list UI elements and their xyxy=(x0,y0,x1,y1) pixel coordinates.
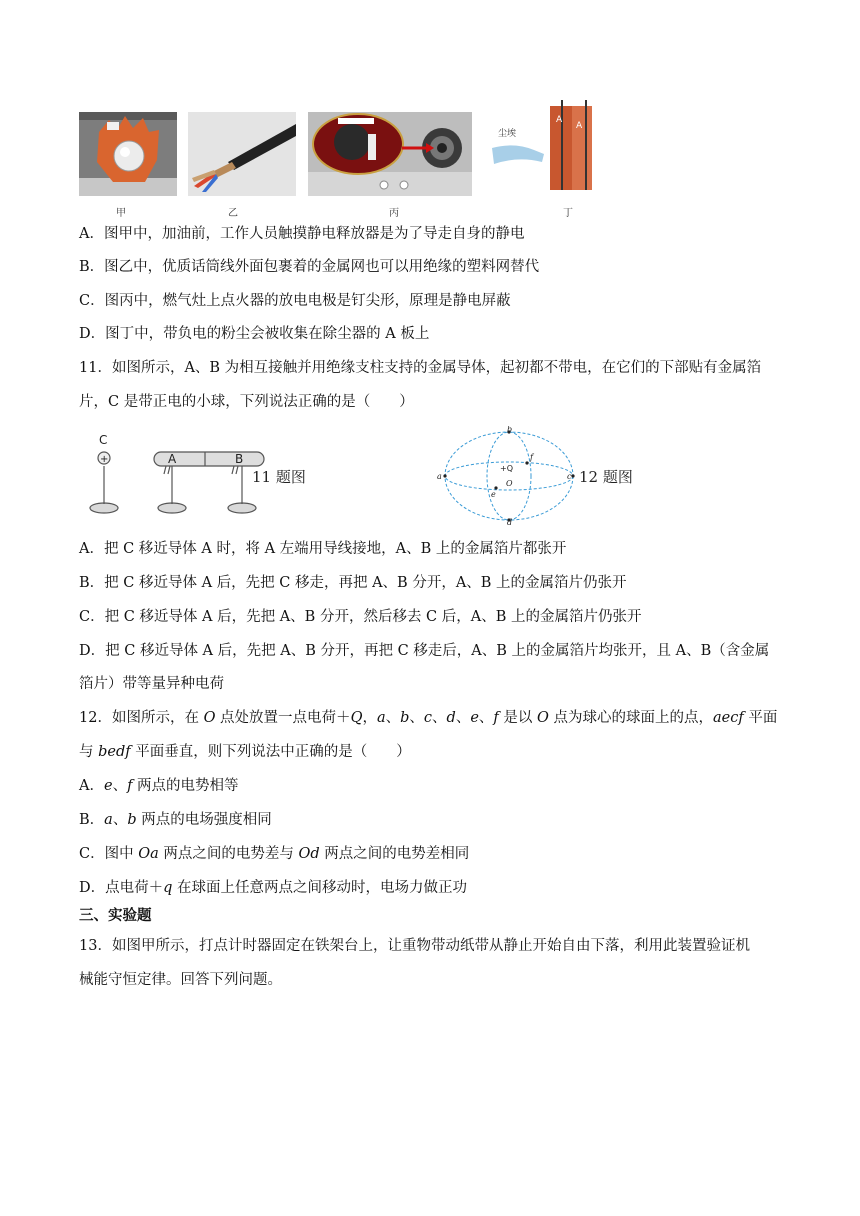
q13-stem-line1: 13．如图甲所示，打点计时器固定在铁架台上，让重物带动纸带从静止开始自由下落，利用此装置验证机 xyxy=(79,938,750,954)
q12-option-c: C．图中 Oa 两点之间的电势差与 Od 两点之间的电势差相同 xyxy=(79,846,470,862)
q12-label-e: e xyxy=(491,490,496,499)
plate-a-label: A xyxy=(556,115,563,125)
plate-b-label: A xyxy=(576,121,583,131)
q12-label-d: d xyxy=(507,518,513,526)
q10-option-c: C．图丙中，燃气灶上点火器的放电电极是钉尖形，原理是静电屏蔽 xyxy=(79,293,511,309)
caption-jia: 甲 xyxy=(116,208,126,219)
figure-yi xyxy=(188,112,296,196)
q13-stem-line2: 械能守恒定律。回答下列问题。 xyxy=(79,972,282,988)
figure-jia xyxy=(79,112,177,196)
q10-option-b: B．图乙中，优质话筒线外面包裹着的金属网也可以用绝缘的塑料网替代 xyxy=(79,259,540,275)
q11-label-c: C xyxy=(99,433,108,447)
caption-ding: 丁 xyxy=(563,208,573,219)
q11-option-d-cont: 箔片）带等量异种电荷 xyxy=(79,676,224,692)
dust-label: 尘埃 xyxy=(498,129,517,139)
caption-yi: 乙 xyxy=(228,208,238,219)
figure-ding xyxy=(484,98,604,198)
q11-option-d: D．把 C 移近导体 A 后，先把 A、B 分开，再把 C 移走后，A、B 上的金属箔片均张开，且 A、B（含金属 xyxy=(79,643,770,659)
q12-label-q: +Q xyxy=(500,464,513,473)
q11-label-b: B xyxy=(235,452,244,466)
q12-label-o: O xyxy=(506,479,513,488)
q11-label-plus: + xyxy=(100,454,109,465)
q11-option-b: B．把 C 移近导体 A 后，先把 C 移走，再把 A、B 分开，A、B 上的金属箔片仍张开 xyxy=(79,575,627,591)
q12-label-f: f xyxy=(530,453,533,462)
section-heading: 三、实验题 xyxy=(79,907,152,924)
figure-bing xyxy=(308,112,472,196)
q12-label-b: b xyxy=(507,426,513,434)
q12-stem-line2: 与 bedf 平面垂直，则下列说法中正确的是（ ） xyxy=(79,744,411,760)
q11-stem-line1: 11．如图所示，A、B 为相互接触并用绝缘支柱支持的金属导体，起初都不带电，在它们的下部贴有金属箔 xyxy=(79,360,762,376)
q10-option-d: D．图丁中，带负电的粉尘会被收集在除尘器的 A 板上 xyxy=(79,326,430,342)
q11-option-a: A．把 C 移近导体 A 时，将 A 左端用导线接地，A、B 上的金属箔片都张开 xyxy=(79,541,567,557)
q12-figure-caption: 12 题图 xyxy=(579,468,633,486)
q12-label-c: c xyxy=(567,472,572,481)
q12-option-d: D．点电荷＋q 在球面上任意两点之间移动时，电场力做正功 xyxy=(79,880,468,896)
q11-stem-line2: 片，C 是带正电的小球，下列说法正确的是（ ） xyxy=(79,394,414,410)
q10-option-a: A．图甲中，加油前，工作人员触摸静电释放器是为了导走自身的静电 xyxy=(79,226,525,242)
q12-stem-line1: 12．如图所示，在 O 点处放置一点电荷＋Q，a、b、c、d、e、f 是以 O 点为球心的球面上的点，aecf 平面 xyxy=(79,710,778,726)
q12-option-b: B．a、b 两点的电场强度相同 xyxy=(79,812,272,828)
caption-bing: 丙 xyxy=(389,208,399,219)
q11-label-a: A xyxy=(168,452,177,466)
q11-option-c: C．把 C 移近导体 A 后，先把 A、B 分开，然后移去 C 后，A、B 上的金属箔片仍张开 xyxy=(79,609,642,625)
q12-option-a: A．e、f 两点的电势相等 xyxy=(79,778,239,794)
q11-figure xyxy=(82,432,272,520)
q11-figure-caption: 11 题图 xyxy=(252,468,306,486)
q12-label-a: a xyxy=(437,472,442,481)
q12-figure xyxy=(436,426,582,526)
